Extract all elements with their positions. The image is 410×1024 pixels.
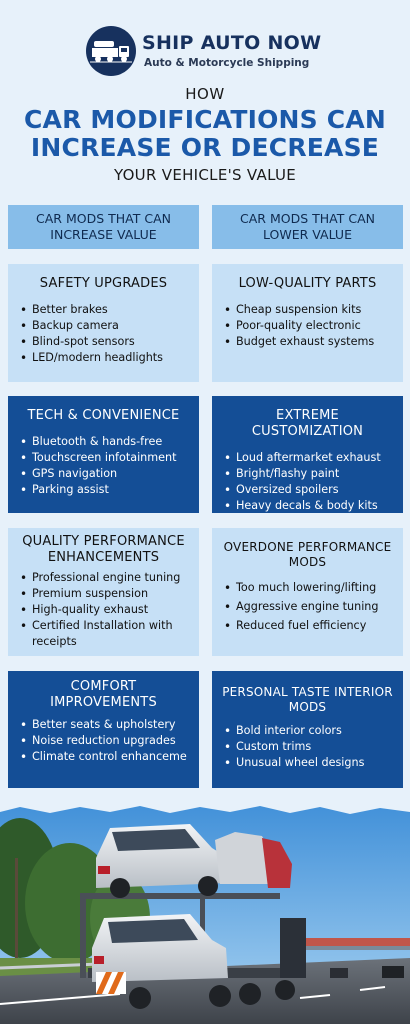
page-subtitle: YOUR VEHICLE'S VALUE (113, 166, 297, 184)
card-title: LOW-QUALITY PARTS (238, 276, 377, 291)
card-title: COMFORT IMPROVEMENTS (50, 679, 157, 710)
list-item: • Blind-spot sensors (18, 334, 189, 350)
list-item: • Premium suspension (18, 586, 189, 602)
page-title (0, 106, 410, 162)
list-item: • GPS navigation (18, 466, 189, 482)
list-item: • Professional engine tuning (18, 570, 189, 586)
card-title: EXTREME CUSTOMIZATION (251, 408, 364, 439)
truck-logo-icon (86, 26, 136, 76)
card-low-quality-parts (212, 264, 403, 382)
card-list (18, 570, 189, 650)
card-list (18, 434, 189, 498)
car-carrier-truck-photo (0, 798, 410, 1024)
card-quality-performance (8, 528, 199, 656)
list-item: • Reduced fuel efficiency (222, 618, 393, 634)
card-title: OVERDONE PERFORMANCE MODS (223, 540, 392, 569)
list-item: • Oversized spoilers (222, 482, 393, 498)
list-item: • Backup camera (18, 318, 189, 334)
card-tech-convenience (8, 396, 199, 513)
list-item: • Bold interior colors (222, 723, 393, 739)
column-header-increase: CAR MODS THAT CAN INCREASE VALUE (8, 205, 199, 249)
brand-name: SHIP AUTO NOW (142, 32, 322, 54)
card-list (222, 450, 393, 514)
header-how: HOW (185, 85, 225, 103)
card-comfort-improvements (8, 671, 199, 788)
card-list (222, 302, 393, 350)
list-item: • Bluetooth & hands-free (18, 434, 189, 450)
list-item: • Better brakes (18, 302, 189, 318)
title-line-1: CAR MODIFICATIONS CAN (23, 105, 387, 134)
card-list (18, 302, 189, 366)
list-item: • Parking assist (18, 482, 189, 498)
infographic-header (0, 0, 410, 200)
list-item: • Custom trims (222, 739, 393, 755)
list-item: • High-quality exhaust (18, 602, 189, 618)
card-personal-taste-interior (212, 671, 403, 788)
card-list (222, 580, 393, 634)
card-safety-upgrades (8, 264, 199, 382)
card-list (222, 723, 393, 771)
column-header-lower: CAR MODS THAT CAN LOWER VALUE (212, 205, 403, 249)
list-item: • LED/modern headlights (18, 350, 189, 366)
list-item: • Climate control enhanceme (18, 749, 189, 765)
card-title: QUALITY PERFORMANCE ENHANCEMENTS (22, 534, 185, 565)
list-item: • Loud aftermarket exhaust (222, 450, 393, 466)
brand-tagline: Auto & Motorcycle Shipping (144, 57, 310, 69)
list-item: • Aggressive engine tuning (222, 599, 393, 615)
list-item: • Heavy decals & body kits (222, 498, 393, 514)
card-extreme-customization (212, 396, 403, 513)
list-item: • Too much lowering/lifting (222, 580, 393, 596)
list-item: • Noise reduction upgrades (18, 733, 189, 749)
card-title: TECH & CONVENIENCE (27, 408, 180, 423)
list-item: • Touchscreen infotainment (18, 450, 189, 466)
title-line-2: INCREASE OR DECREASE (30, 133, 380, 162)
card-list (18, 717, 189, 765)
card-title: PERSONAL TASTE INTERIOR MODS (222, 685, 393, 714)
card-overdone-performance (212, 528, 403, 656)
list-item: • Poor-quality electronic (222, 318, 393, 334)
list-item: • Cheap suspension kits (222, 302, 393, 318)
brand-logo (86, 26, 322, 78)
list-item: • Better seats & upholstery (18, 717, 189, 733)
list-item: • Bright/flashy paint (222, 466, 393, 482)
list-item: • Certified Installation with receipts (18, 618, 189, 650)
list-item: • Unusual wheel designs (222, 755, 393, 771)
card-title: SAFETY UPGRADES (39, 276, 168, 291)
list-item: • Budget exhaust systems (222, 334, 393, 350)
